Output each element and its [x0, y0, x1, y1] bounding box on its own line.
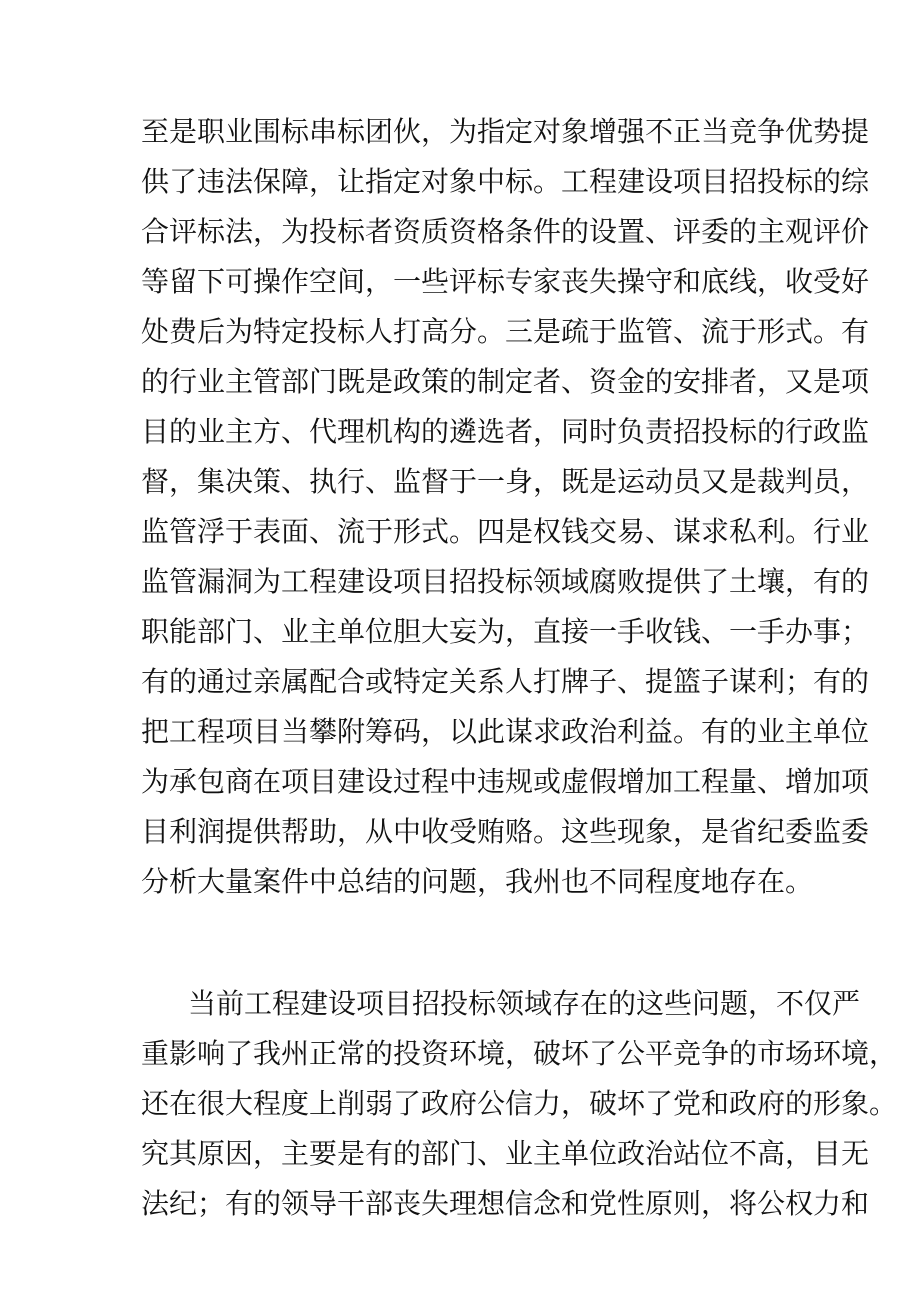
text-line: 职能部门、业主单位胆大妄为，直接一手收钱、一手办事；	[141, 615, 870, 648]
text-line: 供了违法保障，让指定对象中标。工程建设项目招投标的综	[141, 165, 870, 198]
text-line: 为承包商在项目建设过程中违规或虚假增加工程量、增加项	[141, 765, 870, 798]
text-line: 督，集决策、执行、监督于一身，既是运动员又是裁判员，	[141, 465, 870, 498]
text-line: 监管浮于表面、流于形式。四是权钱交易、谋求私利。行业	[141, 515, 870, 548]
text-line: 目利润提供帮助，从中收受贿赂。这些现象，是省纪委监委	[141, 815, 870, 848]
text-line: 法纪；有的领导干部丧失理想信念和党性原则，将公权力和	[141, 1187, 870, 1220]
text-line: 的行业主管部门既是政策的制定者、资金的安排者，又是项	[141, 365, 870, 398]
text-line: 等留下可操作空间，一些评标专家丧失操守和底线，收受好	[141, 265, 870, 298]
text-line: 究其原因，主要是有的部门、业主单位政治站位不高，目无	[141, 1137, 870, 1170]
text-line: 还在很大程度上削弱了政府公信力，破坏了党和政府的形象。	[141, 1087, 898, 1120]
text-line: 目的业主方、代理机构的遴选者，同时负责招投标的行政监	[141, 415, 870, 448]
text-line: 处费后为特定投标人打高分。三是疏于监管、流于形式。有	[141, 315, 870, 348]
text-line: 有的通过亲属配合或特定关系人打牌子、提篮子谋利；有的	[141, 665, 870, 698]
text-line: 监管漏洞为工程建设项目招投标领域腐败提供了土壤，有的	[141, 565, 870, 598]
text-line: 至是职业围标串标团伙，为指定对象增强不正当竞争优势提	[141, 115, 870, 148]
text-line: 分析大量案件中总结的问题，我州也不同程度地存在。	[141, 865, 814, 898]
text-line: 重影响了我州正常的投资环境，破坏了公平竞争的市场环境，	[141, 1037, 898, 1070]
text-line: 当前工程建设项目招投标领域存在的这些问题，不仅严	[188, 987, 861, 1020]
text-line: 合评标法，为投标者资质资格条件的设置、评委的主观评价	[141, 215, 870, 248]
text-line: 把工程项目当攀附筹码，以此谋求政治利益。有的业主单位	[141, 715, 870, 748]
